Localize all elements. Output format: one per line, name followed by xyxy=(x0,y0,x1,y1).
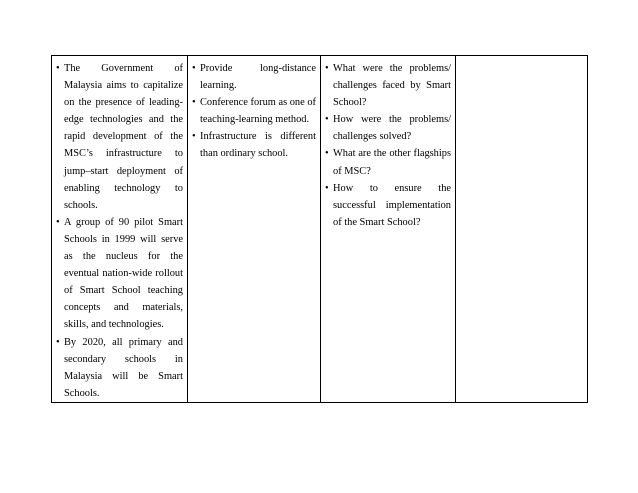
list-item: • A group of 90 pilot Smart Schools in 1999 will serve as the nucleus for the eventual nation-wide rollout of Smart School teaching concepts and materials, skills, and technologies. xyxy=(56,214,183,334)
bullet-list xyxy=(56,60,183,402)
list-item: • What are the other flagships of MSC? xyxy=(325,145,451,179)
table-cell-background xyxy=(52,56,188,403)
list-item: • Provide long-distance learning. xyxy=(192,60,316,94)
table-row xyxy=(52,56,588,403)
table-cell-features xyxy=(188,56,321,403)
list-item: • What were the problems/ challenges faced by Smart School? xyxy=(325,60,451,111)
content-table xyxy=(51,55,588,403)
list-item: • How were the problems/ challenges solved? xyxy=(325,111,451,145)
list-item: • How to ensure the successful implementation of the Smart School? xyxy=(325,180,451,231)
list-item: • Infrastructure is different than ordinary school. xyxy=(192,128,316,162)
table-cell-questions xyxy=(321,56,456,403)
bullet-list xyxy=(325,60,451,231)
list-item: • By 2020, all primary and secondary schools in Malaysia will be Smart Schools. xyxy=(56,334,183,402)
table-cell-empty xyxy=(456,56,588,403)
list-item: • The Government of Malaysia aims to capitalize on the presence of leading-edge technologies and the rapid development of the MSC’s infrastructure to jump–start deployment of enabling technology to schools. xyxy=(56,60,183,214)
bullet-list xyxy=(192,60,316,163)
list-item: • Conference forum as one of teaching-learning method. xyxy=(192,94,316,128)
